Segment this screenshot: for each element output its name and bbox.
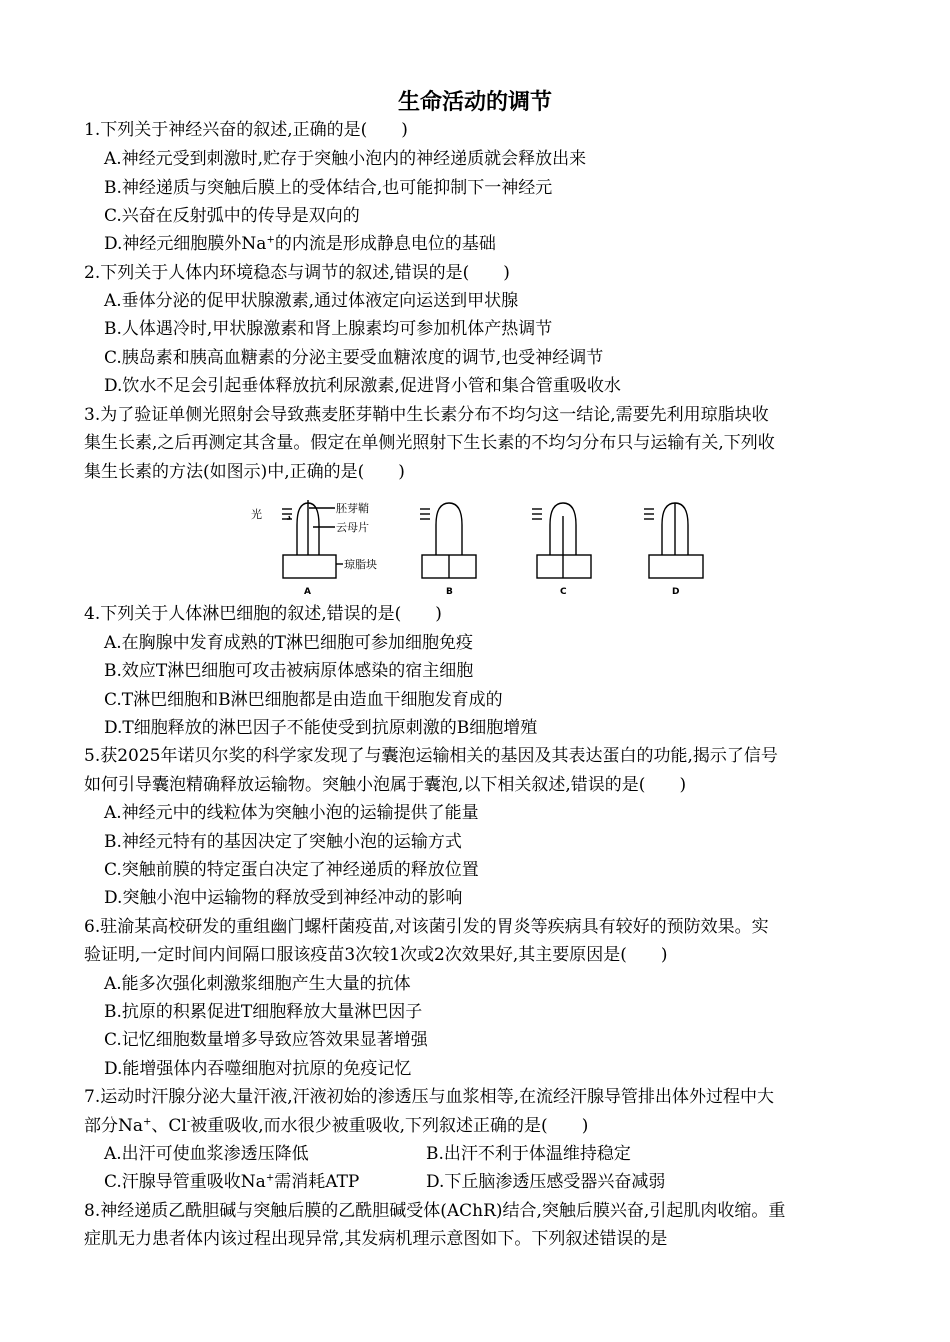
page-title: 生命活动的调节 [397, 90, 552, 115]
question-4-option-b: B.效应T淋巴细胞可攻击被病原体感染的宿主细胞 [104, 661, 474, 681]
question-5-option-d: D.突触小泡中运输物的释放受到神经冲动的影响 [104, 888, 463, 908]
question-6-stem-line-1: 6.驻渝某高校研发的重组幽门螺杆菌疫苗,对该菌引发的胃炎等疾病具有较好的预防效果。实 [84, 917, 769, 937]
question-5-option-a: A.神经元中的线粒体为突触小泡的运输提供了能量 [104, 803, 479, 823]
panel-label-c: C [560, 587, 567, 597]
question-5-stem-line-1: 5.获2025年诺贝尔奖的科学家发现了与囊泡运输相关的基因及其表达蛋白的功能,揭示了信号 [84, 746, 778, 766]
question-6-option-a: A.能多次强化刺激浆细胞产生大量的抗体 [104, 974, 411, 994]
question-1-stem: 1.下列关于神经兴奋的叙述,正确的是( ) [84, 120, 408, 140]
question-4-option-c: C.T淋巴细胞和B淋巴细胞都是由造血干细胞发育成的 [104, 690, 503, 710]
question-1-option-d: D.神经元细胞膜外Na+的内流是形成静息电位的基础 [104, 234, 496, 254]
question-1-option-b: B.神经递质与突触后膜上的受体结合,也可能抑制下一神经元 [104, 178, 553, 198]
label-coleoptile: 胚芽鞘 [336, 502, 369, 515]
question-1-option-a: A.神经元受到刺激时,贮存于突触小泡内的神经递质就会释放出来 [104, 149, 587, 169]
panel-label-b: B [446, 587, 453, 597]
question-7-stem-line-1: 7.运动时汗腺分泌大量汗液,汗液初始的渗透压与血浆相等,在流经汗腺导管排出体外过程中大 [84, 1087, 775, 1107]
question-3-stem-line-1: 3.为了验证单侧光照射会导致燕麦胚芽鞘中生长素分布不均匀这一结论,需要先利用琼脂块收 [84, 405, 769, 425]
question-5-option-c: C.突触前膜的特定蛋白决定了神经递质的释放位置 [104, 860, 479, 880]
question-7-stem-line-2: 部分Na+、Cl-被重吸收,而水很少被重吸收,下列叙述正确的是( ) [84, 1116, 589, 1136]
question-2-option-b: B.人体遇冷时,甲状腺激素和肾上腺素均可参加机体产热调节 [104, 319, 553, 339]
question-4-option-d: D.T细胞释放的淋巴因子不能使受到抗原刺激的B细胞增殖 [104, 718, 538, 738]
panel-c-diagram [532, 503, 591, 578]
question-4-option-a: A.在胸腺中发育成熟的T淋巴细胞可参加细胞免疫 [104, 633, 474, 653]
panel-a-diagram [282, 500, 343, 578]
question-8-stem-line-1: 8.神经递质乙酰胆碱与突触后膜的乙酰胆碱受体(AChR)结合,突触后膜兴奋,引起肌肉收缩。重 [84, 1201, 786, 1221]
panel-label-a: A [304, 587, 311, 597]
question-6-option-c: C.记忆细胞数量增多导致应答效果显著增强 [104, 1030, 428, 1050]
question-7-option-d: D.下丘脑渗透压感受器兴奋减弱 [426, 1172, 666, 1192]
question-8-stem-line-2: 症肌无力患者体内该过程出现异常,其发病机理示意图如下。下列叙述错误的是 [84, 1229, 668, 1249]
question-6-option-d: D.能增强体内吞噬细胞对抗原的免疫记忆 [104, 1059, 412, 1079]
question-5-stem-line-2: 如何引导囊泡精确释放运输物。突触小泡属于囊泡,以下相关叙述,错误的是( ) [84, 775, 687, 795]
light-label: 光 [251, 508, 262, 521]
question-3-stem-line-3: 集生长素的方法(如图示)中,正确的是( ) [84, 462, 405, 482]
question-5-option-b: B.神经元特有的基因决定了突触小泡的运输方式 [104, 832, 462, 852]
question-2-stem: 2.下列关于人体内环境稳态与调节的叙述,错误的是( ) [84, 263, 510, 283]
question-2-option-a: A.垂体分泌的促甲状腺激素,通过体液定向运送到甲状腺 [104, 291, 519, 311]
label-mica: 云母片 [336, 521, 369, 534]
panel-label-d: D [672, 587, 680, 597]
question-2-option-d: D.饮水不足会引起垂体释放抗利尿激素,促进肾小管和集合管重吸收水 [104, 376, 621, 396]
question-7-option-a: A.出汗可使血浆渗透压降低 [104, 1144, 309, 1164]
question-6-stem-line-2: 验证明,一定时间内间隔口服该疫苗3次较1次或2次效果好,其主要原因是( ) [84, 945, 668, 965]
coleoptile-figure [250, 500, 720, 598]
question-6-option-b: B.抗原的积累促进T细胞释放大量淋巴因子 [104, 1002, 423, 1022]
panel-b-diagram [420, 503, 476, 578]
label-agar: 琼脂块 [344, 558, 377, 571]
question-7-option-c: C.汗腺导管重吸收Na+需消耗ATP [104, 1172, 360, 1192]
question-1-option-c: C.兴奋在反射弧中的传导是双向的 [104, 206, 360, 226]
question-7-option-b: B.出汗不利于体温维持稳定 [426, 1144, 631, 1164]
question-4-stem: 4.下列关于人体淋巴细胞的叙述,错误的是( ) [84, 604, 442, 624]
panel-d-diagram [644, 503, 703, 578]
question-2-option-c: C.胰岛素和胰高血糖素的分泌主要受血糖浓度的调节,也受神经调节 [104, 348, 604, 368]
question-3-stem-line-2: 集生长素,之后再测定其含量。假定在单侧光照射下生长素的不均匀分布只与运输有关,下列收 [84, 433, 775, 453]
